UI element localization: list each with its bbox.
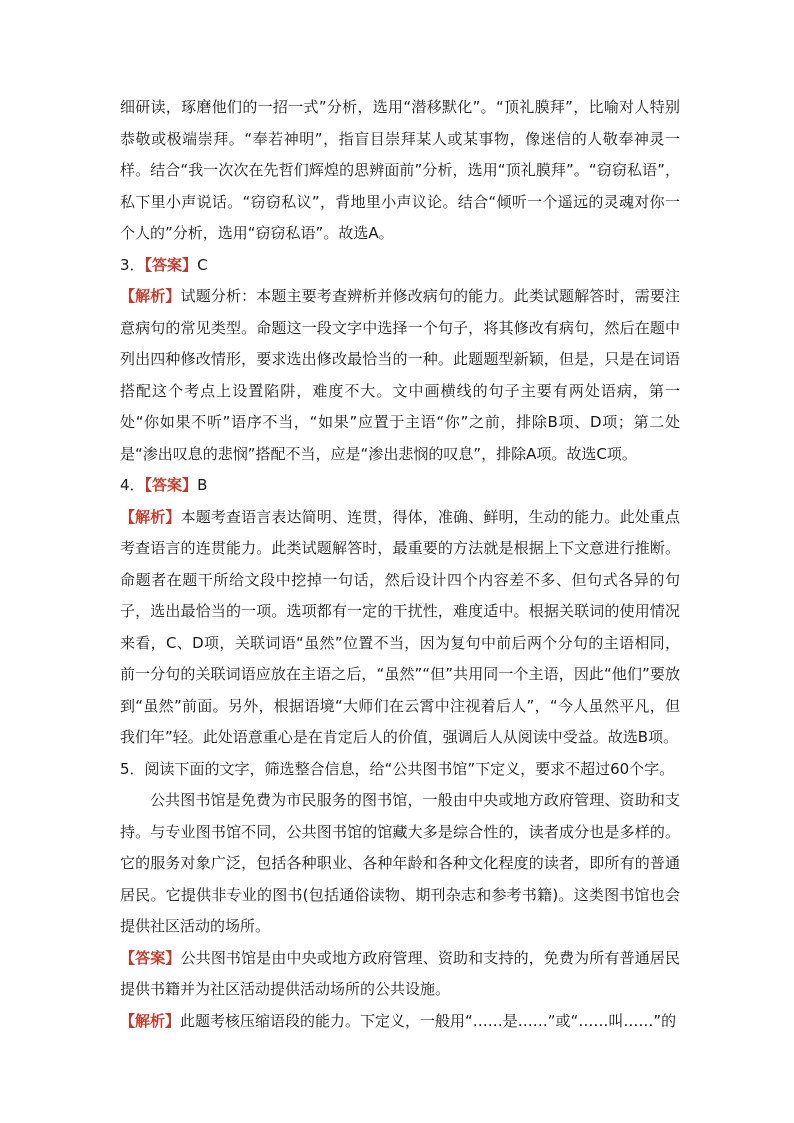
- q4-number: 4．: [120, 476, 145, 494]
- q4-analysis: [120, 502, 680, 754]
- q5-analysis-tag: 【解析】: [120, 1011, 181, 1030]
- q4-analysis-text: 本题考查语言表达简明、连贯，得体，准确、鲜明，生动的能力。此处重点考查语言的连贯能力。此类试题解答时，最重要的方法就是根据上下文意进行推断。命题者在题干所给文段中挖掉一句话，然后设计四个内容差不多、但句式各异的句子，选出最恰当的一项。选项都有一定的干扰性，难度适中。根据关联词的使用情况来看，C、D项，关联词语“虽然”位置不当，因为复句中前后两个分句的主语相同，前一分句的关联词语应放在主语之后，“虽然”“但”共用同一个主语，因此“他们”要放到“虽然”前面。另外，根据语境“大师们在云霄中注视着后人”，“今人虽然平凡，但我们年”轻。此处语意重心是在肯定后人的价值，强调后人从阅读中受益。故选B项。: [120, 507, 680, 746]
- q3-answer-tag: 【答案】: [144, 255, 198, 274]
- q3-analysis: [120, 281, 680, 470]
- q3-answer-value: C: [197, 255, 208, 274]
- q5-answer-text: 公共图书馆是由中央或地方政府管理、资助和支持的，免费为所有普通居民提供书籍并为社区活动提供活动场所的公共设施。: [120, 948, 680, 998]
- q5-analysis: [120, 1006, 680, 1038]
- q4-analysis-tag: 【解析】: [120, 507, 181, 526]
- q3-analysis-tag: 【解析】: [120, 287, 181, 305]
- q5-answer: [120, 943, 680, 1006]
- q2-analysis-continued: 细研读，琢磨他们的一招一式”分析，选用“潜移默化”。“顶礼膜拜”，比喻对人特别恭敬或极端崇拜。“奉若神明”，指盲目崇拜某人或某事物，像迷信的人敬奉神灵一样。结合“我一次次在先哲们辉煌的思辨面前”分析，选用“顶礼膜拜”。“窃窃私语”，私下里小声说话。“窃窃私议”，背地里小声议论。结合“倾听一个遥远的灵魂对你一个人的”分析，选用“窃窃私语”。故选A。: [120, 98, 680, 242]
- q4-answer-tag: 【答案】: [144, 476, 198, 494]
- q5-answer-tag: 【答案】: [120, 948, 181, 967]
- q3-number: 3．: [120, 255, 145, 274]
- q3-answer: [120, 250, 680, 282]
- q4-answer: [120, 470, 680, 502]
- document-body: [120, 92, 680, 1037]
- q3-analysis-text: 试题分析：本题主要考查辨析并修改病句的能力。此类试题解答时，需要注意病句的常见类型。命题这一段文字中选择一个句子，将其修改有病句，然后在题中列出四种修改情形，要求选出修改最恰当的一种。此题题型新颖，但是，只是在词语搭配这个考点上设置陷阱，难度不大。文中画横线的句子主要有两处语病，第一处“你如果不听”语序不当，“如果”应置于主语“你”之前，排除B项、D项；第二处是“渗出叹息的悲悯”搭配不当，应是“渗出悲悯的叹息”，排除A项。故选C项。: [120, 287, 680, 463]
- q5-analysis-text: 此题考核压缩语段的能力。下定义，一般用“……是……”或“……叫……”的: [180, 1011, 677, 1030]
- q5-question: 5．阅读下面的文字，筛选整合信息，给“公共图书馆”下定义，要求不超过60个字。: [120, 759, 675, 778]
- q4-answer-value: B: [197, 476, 208, 494]
- q5-passage: 公共图书馆是免费为市民服务的图书馆，一般由中央或地方政府管理、资助和支持。与专业图书馆不同，公共图书馆的馆藏大多是综合性的，读者成分也是多样的。它的服务对象广泛，包括各种职业、各种年龄和各种文化程度的读者，即所有的普通居民。它提供非专业的图书(包括通俗读物、期刊杂志和参考书籍)。这类图书馆也会提供社区活动的场所。: [120, 791, 680, 935]
